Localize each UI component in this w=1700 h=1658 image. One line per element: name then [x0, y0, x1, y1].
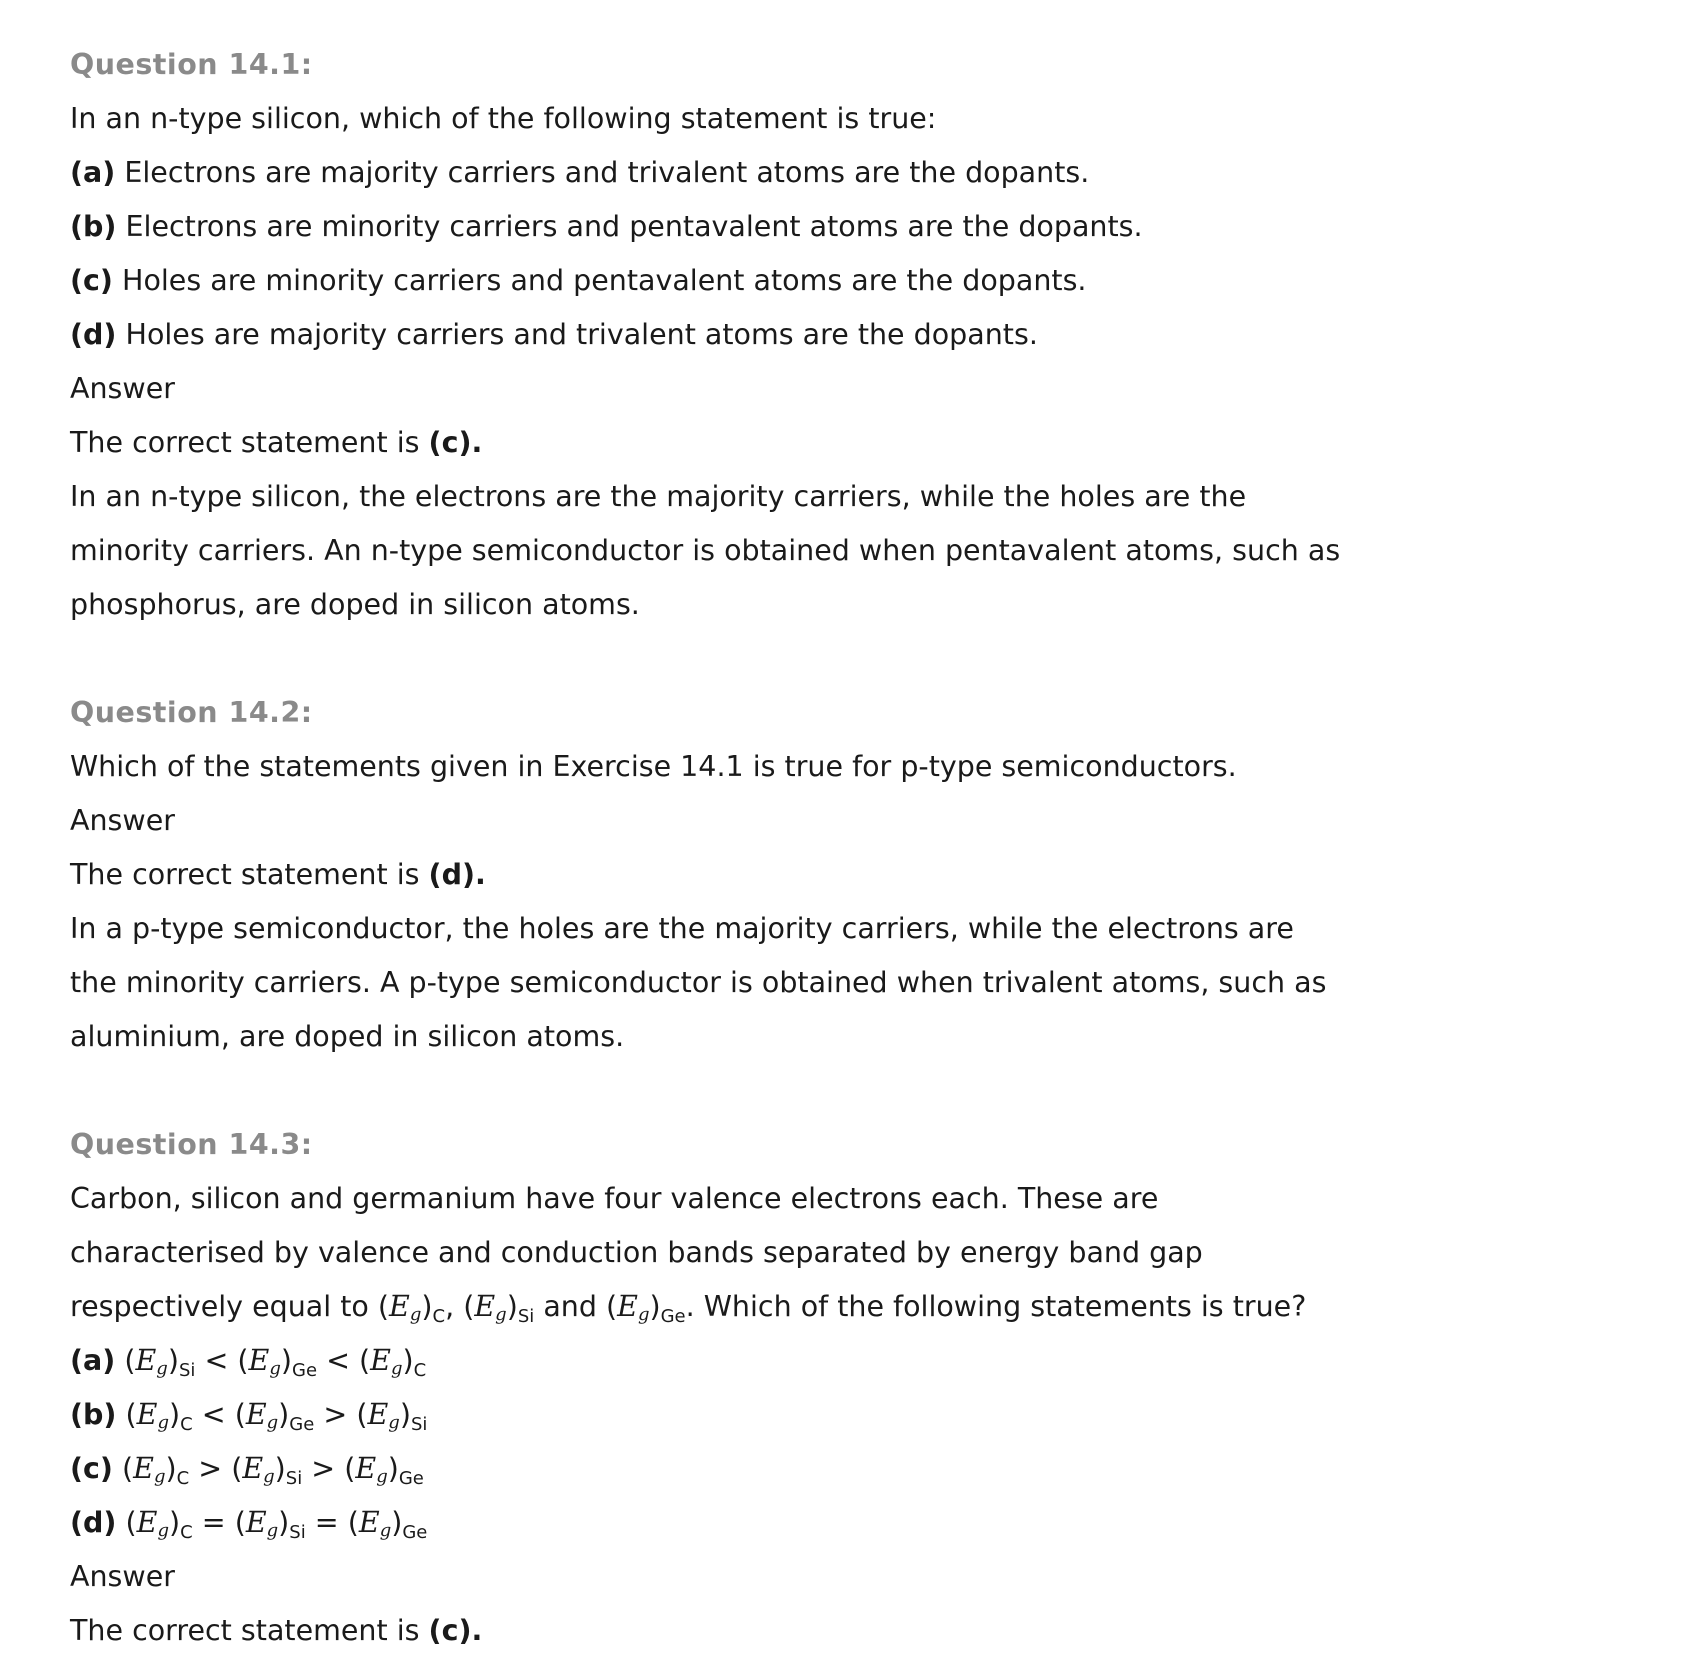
- section-gap: [70, 632, 1630, 686]
- option-label: (a): [70, 1344, 116, 1377]
- correct-prefix: The correct statement is: [70, 858, 420, 891]
- question-text: respectively equal to $(E_g)_C$, $(E_g)_{Si}$ and $(E_g)_{Ge}$. Which of the following statements is true?: [70, 1290, 1307, 1327]
- answer-label: Answer: [70, 1560, 175, 1593]
- correct-option: (d).: [428, 858, 486, 891]
- question-text: characterised by valence and conduction bands separated by energy band gap: [70, 1236, 1203, 1269]
- option-label: (c): [70, 1452, 113, 1485]
- question-heading: Question 14.3:: [70, 1128, 313, 1161]
- question-text: In an n-type silicon, which of the following statement is true:: [70, 102, 937, 135]
- correct-option: (c).: [428, 426, 483, 459]
- explanation-line: minority carriers. An n-type semiconductor is obtained when pentavalent atoms, such as: [70, 534, 1341, 567]
- correct-prefix: The correct statement is: [70, 1614, 420, 1647]
- answer-label: Answer: [70, 372, 175, 405]
- option-b: [70, 200, 1630, 254]
- option-c: [70, 254, 1630, 308]
- question-heading: Question 14.1:: [70, 48, 313, 81]
- explanation-line: aluminium, are doped in silicon atoms.: [70, 1020, 625, 1053]
- question-14-2: [70, 686, 1630, 1064]
- question-14-1: [70, 38, 1630, 632]
- option-label: (a): [70, 156, 116, 189]
- option-b: (b) $(E_g)_C < (E_g)_{Ge} > (E_g)_{Si}$: [70, 1398, 428, 1435]
- correct-statement: [70, 848, 1630, 902]
- option-text: Electrons are minority carriers and pentavalent atoms are the dopants.: [125, 210, 1143, 243]
- question-text: Which of the statements given in Exercise 14.1 is true for p-type semiconductors.: [70, 750, 1237, 783]
- question-heading: Question 14.2:: [70, 696, 313, 729]
- explanation-line: the minority carriers. A p-type semiconductor is obtained when trivalent atoms, such as: [70, 966, 1327, 999]
- explanation-line: phosphorus, are doped in silicon atoms.: [70, 588, 640, 621]
- option-text: Holes are minority carriers and pentavalent atoms are the dopants.: [122, 264, 1087, 297]
- option-d: (d) $(E_g)_C = (E_g)_{Si} = (E_g)_{Ge}$: [70, 1506, 428, 1543]
- correct-statement: [70, 416, 1630, 470]
- option-text: Holes are majority carriers and trivalent atoms are the dopants.: [125, 318, 1038, 351]
- explanation-line: In a p-type semiconductor, the holes are the majority carriers, while the electrons are: [70, 912, 1294, 945]
- correct-option: (c).: [428, 1614, 483, 1647]
- option-label: (d): [70, 318, 117, 351]
- section-gap: [70, 1064, 1630, 1118]
- option-label: (b): [70, 1398, 117, 1431]
- option-label: (b): [70, 210, 117, 243]
- correct-prefix: The correct statement is: [70, 426, 420, 459]
- option-label: (d): [70, 1506, 117, 1539]
- answer-label: Answer: [70, 804, 175, 837]
- option-a: (a) $(E_g)_{Si} < (E_g)_{Ge} < (E_g)_C$: [70, 1344, 427, 1381]
- option-d: [70, 308, 1630, 362]
- correct-statement: [70, 1604, 1630, 1658]
- option-text: Electrons are majority carriers and trivalent atoms are the dopants.: [124, 156, 1090, 189]
- document-page: [70, 38, 1630, 1658]
- option-a: [70, 146, 1630, 200]
- option-label: (c): [70, 264, 113, 297]
- explanation-line: In an n-type silicon, the electrons are the majority carriers, while the holes are the: [70, 480, 1247, 513]
- question-text: Carbon, silicon and germanium have four valence electrons each. These are: [70, 1182, 1159, 1215]
- option-c: (c) $(E_g)_C > (E_g)_{Si} > (E_g)_{Ge}$: [70, 1452, 424, 1489]
- question-14-3: [70, 1118, 1630, 1658]
